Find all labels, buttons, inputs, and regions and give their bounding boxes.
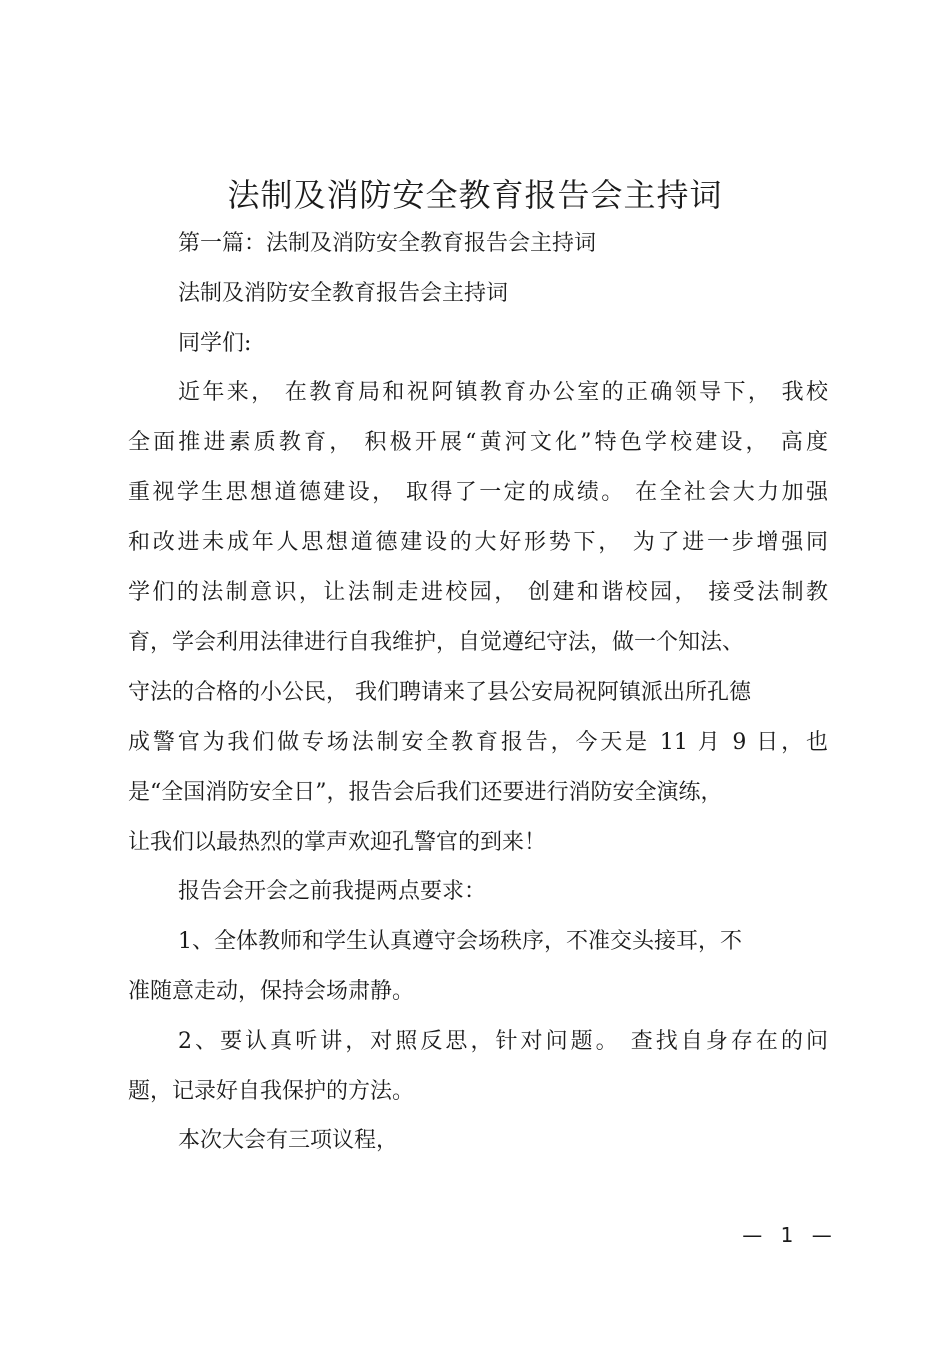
paragraph-line: 育，学会利用法律进行自我维护，自觉遵纪守法，做一个知法、 [128,630,745,655]
requirement-line: 2、要认真听讲，对照反思，针对问题。 查找自身存在的问 [178,1029,828,1054]
page-number: — 1 — [742,1223,838,1247]
requirement-line: 题，记录好自我保护的方法。 [128,1079,415,1104]
paragraph-line: 守法的合格的小公民， 我们聘请来了县公安局祝阿镇派出所孔德 [128,680,751,705]
heading-line: 法制及消防安全教育报告会主持词 [178,281,509,306]
salutation-line: 同学们: [178,331,252,356]
requirements-intro-line: 报告会开会之前我提两点要求： [178,879,487,904]
document-title: 法制及消防安全教育报告会主持词 [227,176,723,214]
paragraph-line: 成警官为我们做专场法制安全教育报告，今天是 11 月 9 日，也 [128,730,828,755]
subtitle-line: 第一篇：法制及消防安全教育报告会主持词 [178,231,597,256]
paragraph-line: 近年来， 在教育局和祝阿镇教育办公室的正确领导下， 我校 [178,380,828,405]
paragraph-line: 让我们以最热烈的掌声欢迎孔警官的到来！ [128,830,547,855]
paragraph-line: 是“全国消防安全日”，报告会后我们还要进行消防安全演练， [128,780,723,805]
requirement-line: 准随意走动，保持会场肃静。 [128,979,415,1004]
paragraph-line: 全面推进素质教育， 积极开展“黄河文化”特色学校建设， 高度 [128,430,828,455]
agenda-line: 本次大会有三项议程， [178,1128,399,1153]
paragraph-line: 学们的法制意识，让法制走进校园， 创建和谐校园， 接受法制教 [128,580,828,605]
requirement-line: 1、全体教师和学生认真遵守会场秩序，不准交头接耳，不 [178,929,742,954]
paragraph-line: 重视学生思想道德建设， 取得了一定的成绩。 在全社会大力加强 [128,480,828,505]
paragraph-line: 和改进未成年人思想道德建设的大好形势下， 为了进一步增强同 [128,530,828,555]
